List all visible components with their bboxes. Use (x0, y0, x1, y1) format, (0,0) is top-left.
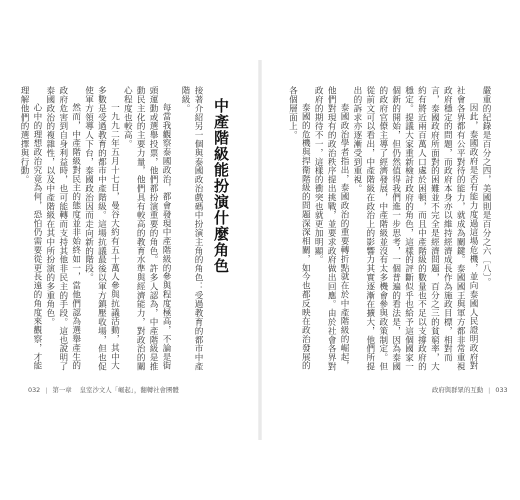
body-paragraph: 因此，泰國政府是否有能力度過這場危機，並向泰國人民證明政府對社會各界都有公平對待的能力，就成為關鍵。泰國國王與軍方都非常重視政府穩定的問題，而政府本身亦以維持經濟成長作為施政目標，相對而言，泰國政府所面對的困難並不完全是經濟問題，百分之三的貧窮率，大約有將近兩百萬人口處於困頓，而且中產階級的數量也不足以支撐政府的穩定。提議大家重新檢討政府的角色，這樣的評斷似乎也給予這個國家一個新的開始，但仍然值得我們進一步思考，一個普遍的看法是，因為泰國的政府官僚主導了經濟發展，中產階級並沒有太多機會參與政策制定。但從前文可以看出，中產階級在政治上的影響力其實逐漸在擴大，他們所提出的訴求亦逐漸受到重視。 (351, 86, 479, 371)
section-intro (176, 86, 204, 376)
page-number: 033 (495, 386, 508, 394)
body-paragraph: 嚴重的紀錄是百分之四，美國則是百分之六〔八〕。 (481, 86, 491, 287)
page-number: 032 (28, 386, 41, 394)
body-paragraph: 每當我觀察泰國政治，都會發現中產階級的參與程度極高，不論是街頭運動或選舉投票，他們都扮演重要的角色。許多人認為，中產階級是推動民主化的主要力量，他們具有較高的教育水準與經濟能力，對政治的關心程度也較高。 (122, 86, 171, 371)
running-title: 皇室沙文人「崛起」，翻轉社會團體 (79, 386, 179, 394)
left-page-footer: 032 | 第一章 皇室沙文人「崛起」，翻轉社會團體 (28, 386, 179, 394)
left-page-body (19, 86, 172, 376)
body-paragraph: 然而，中產階級對民主的態度並非始終如一，當他們認為選舉產生的政府危害到自身利益時，也可能轉而支持其他非民主的手段。這也說明了泰國政治的複雜性，以及中產階級在其中所扮演的多重角色。 (44, 86, 81, 371)
section-heading: 中產階級能扮演什麼角色 (212, 98, 230, 274)
body-paragraph: 心中的理想政治究竟為何，恐怕仍需要從更長遠的角度來觀察，才能理解他們的選擇與行動。 (19, 86, 42, 371)
intro-paragraph: 接著介紹另一個與泰國政治戲碼中扮演主角的角色：受過教育的都市中產階級。 (180, 86, 203, 371)
body-paragraph: 泰國政治學者指出，泰國政治的重要轉折點就在於中產階級的崛起，他們對現有的政治秩序提出挑戰，並要求政府做出回應。由於社會各界對政府的期待不一，這樣的衝突也就更加明顯。 (313, 86, 350, 371)
body-paragraph: 泰國的危機與捍衛階級的問題深深相關，如今也都反映在政治發展的各個層面上。 (287, 86, 311, 371)
right-page (260, 0, 520, 500)
chapter-label: 第一章 (52, 386, 72, 394)
running-title: 政府與群眾的互動 (432, 386, 484, 394)
right-page-footer: 政府與群眾的互動 | 033 (432, 386, 508, 394)
body-paragraph: 一九九二年五月十七日，曼谷大約有五十萬人參與抗議活動，其中大多數是受過教育的都市中產階級。這場抗議最後以軍方鎮壓收場，但也促使軍方領導人下台，泰國政治因而走向新的階段。 (83, 86, 120, 371)
right-page-body (287, 86, 492, 376)
